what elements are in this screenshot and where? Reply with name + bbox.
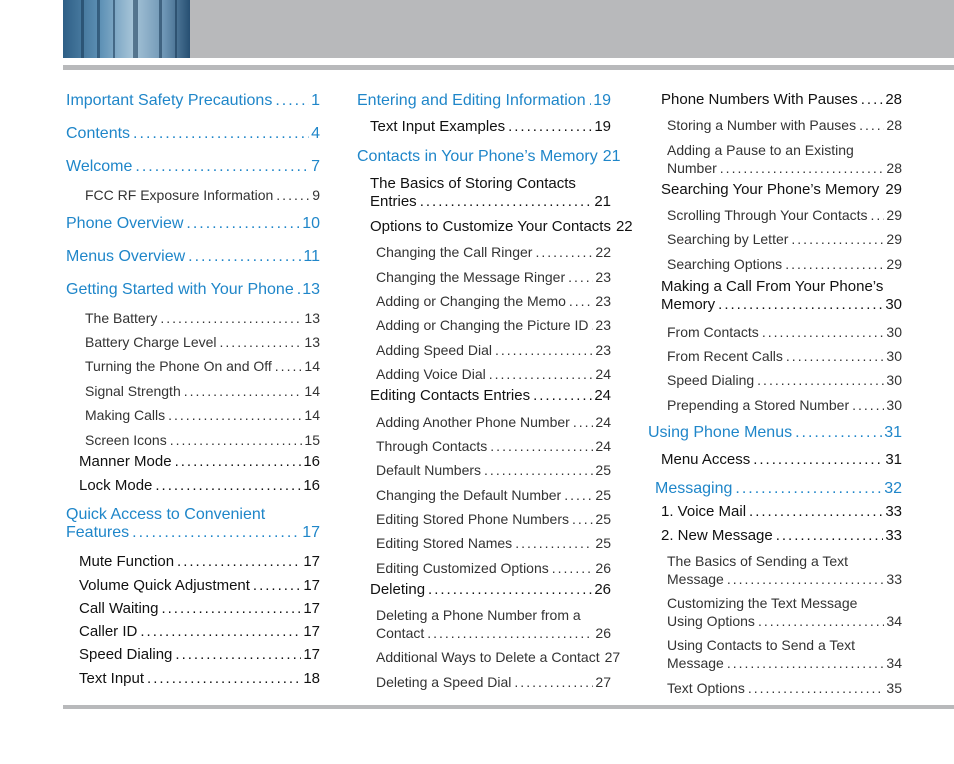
toc-entry-title: Contacts in Your Phone’s Memory <box>357 148 598 165</box>
toc-entry[interactable] <box>370 387 611 405</box>
dot-leader <box>786 347 885 365</box>
toc-entry-title: Additional Ways to Delete a Contact <box>376 649 600 665</box>
toc-entry[interactable] <box>376 559 611 577</box>
dot-leader <box>882 181 883 199</box>
dot-leader <box>591 316 593 334</box>
toc-page-number: 28 <box>886 117 902 133</box>
toc-entry[interactable] <box>667 255 902 273</box>
toc-entry[interactable] <box>79 670 320 688</box>
toc-entry-title: Making Calls <box>85 407 166 423</box>
dot-leader <box>490 437 593 455</box>
toc-page-number: 27 <box>604 649 621 665</box>
toc-entry[interactable] <box>66 92 320 110</box>
toc-page-number: 17 <box>303 577 320 594</box>
dot-leader <box>727 654 885 672</box>
toc-page-number: 30 <box>886 324 902 340</box>
toc-entry-title: Searching Your Phone’s Memory <box>661 181 880 198</box>
dot-leader <box>495 341 593 359</box>
toc-entry[interactable] <box>376 365 611 383</box>
toc-entry-title: 1. Voice Mail <box>661 503 747 520</box>
dot-leader <box>718 296 883 314</box>
dot-leader <box>186 215 300 233</box>
toc-page-number: 18 <box>303 670 320 687</box>
toc-page-number: 21 <box>594 193 611 210</box>
toc-entry-title: Caller ID <box>79 623 138 640</box>
dot-leader <box>132 524 300 542</box>
toc-page-number: 1 <box>311 92 320 109</box>
toc-page-number: 33 <box>886 571 902 587</box>
toc-entry-title: Turning the Phone On and Off <box>85 358 272 374</box>
toc-entry-title: Phone Overview <box>66 215 184 232</box>
toc-entry-title: Volume Quick Adjustment <box>79 577 250 594</box>
dot-leader <box>533 387 592 405</box>
toc-page-number: 24 <box>595 366 611 382</box>
toc-entry-title-cont: Message <box>667 571 724 587</box>
toc-page-number: 23 <box>595 342 611 358</box>
toc-entry-title: Adding Voice Dial <box>376 366 486 382</box>
toc-page-number: 31 <box>884 424 902 441</box>
toc-entry-title: Default Numbers <box>376 462 482 478</box>
toc-page-number: 26 <box>595 625 611 641</box>
toc-entry-title: Deleting a Speed Dial <box>376 674 512 690</box>
toc-entry-title: Contents <box>66 125 131 142</box>
dot-leader <box>535 243 593 261</box>
toc-entry-title: Adding Speed Dial <box>376 342 492 358</box>
dot-leader <box>427 624 593 642</box>
toc-entry[interactable] <box>79 553 320 571</box>
toc-page-number: 24 <box>594 387 611 404</box>
header-photo <box>63 0 190 58</box>
toc-entry[interactable] <box>661 181 902 199</box>
dot-leader <box>785 255 884 273</box>
toc-page-number: 17 <box>303 646 320 663</box>
toc-entry-title: Changing the Default Number <box>376 487 562 503</box>
toc-entry[interactable] <box>376 461 611 479</box>
toc-entry[interactable] <box>79 646 320 664</box>
toc-entry[interactable] <box>376 534 611 552</box>
toc-page-number: 7 <box>311 158 320 175</box>
toc-page-number: 14 <box>304 358 320 374</box>
toc-page-number: 27 <box>595 674 611 690</box>
dot-leader <box>757 371 884 389</box>
dot-leader <box>735 480 882 498</box>
toc-page-number: 11 <box>303 248 320 265</box>
toc-entry[interactable] <box>376 510 611 528</box>
toc-page-number: 23 <box>595 317 611 333</box>
toc-entry[interactable] <box>370 581 611 599</box>
dot-leader <box>140 623 301 641</box>
toc-entry[interactable] <box>79 477 320 495</box>
toc-entry-title: Storing a Number with Pauses <box>667 117 857 133</box>
toc-entry[interactable] <box>85 406 320 424</box>
toc-entry-title: Editing Stored Phone Numbers <box>376 511 569 527</box>
toc-entry-title-cont: Message <box>667 655 724 671</box>
toc-entry-title: Prepending a Stored Number <box>667 397 850 413</box>
toc-entry[interactable] <box>661 503 902 521</box>
header-bar <box>63 0 954 58</box>
toc-entry-title: Manner Mode <box>79 453 172 470</box>
toc-entry-title: Battery Charge Level <box>85 334 217 350</box>
toc-page-number: 17 <box>303 623 320 640</box>
toc-entry-title-cont: Entries <box>370 193 417 210</box>
toc-entry-title: Speed Dialing <box>79 646 173 663</box>
dot-leader <box>275 357 303 375</box>
toc-entry[interactable] <box>661 278 902 314</box>
bottom-rule <box>63 705 954 709</box>
toc-entry[interactable] <box>66 281 320 299</box>
toc-entry[interactable] <box>370 118 611 136</box>
dot-leader <box>753 451 883 469</box>
dot-leader <box>749 503 883 521</box>
toc-page-number: 25 <box>595 535 611 551</box>
toc-page-number: 16 <box>303 477 320 494</box>
toc-entry-title-cont: Features <box>66 524 130 541</box>
toc-entry[interactable] <box>79 577 320 595</box>
toc-page-number: 30 <box>885 296 902 313</box>
toc-entry-title: Customizing the Text Message <box>667 595 858 611</box>
toc-entry-title: Making a Call From Your Phone’s <box>661 278 884 295</box>
toc-entry[interactable] <box>66 506 320 542</box>
top-rule <box>63 65 954 70</box>
toc-page-number: 14 <box>304 383 320 399</box>
toc-entry-title: Options to Customize Your Contacts <box>370 218 611 235</box>
toc-page-number: 25 <box>595 511 611 527</box>
toc-entry-title: Text Input <box>79 670 145 687</box>
toc-page-number: 17 <box>303 553 320 570</box>
toc-entry[interactable] <box>667 347 902 365</box>
toc-entry[interactable] <box>376 243 611 261</box>
toc-entry[interactable] <box>370 218 633 236</box>
dot-leader <box>861 91 884 109</box>
dot-leader <box>133 125 309 143</box>
toc-entry-title-cont: Memory <box>661 296 716 313</box>
toc-page-number: 35 <box>886 680 902 696</box>
toc-entry-title: Searching Options <box>667 256 783 272</box>
toc-page-number: 15 <box>304 432 320 448</box>
toc-entry-title: Quick Access to Convenient <box>66 506 266 523</box>
dot-leader <box>155 477 301 495</box>
dot-leader <box>428 581 592 599</box>
toc-entry[interactable] <box>661 451 902 469</box>
toc-page-number: 28 <box>886 160 902 176</box>
toc-entry-title: Menu Access <box>661 451 751 468</box>
toc-entry-title: Editing Stored Names <box>376 535 513 551</box>
toc-page-number: 13 <box>304 334 320 350</box>
dot-leader <box>161 600 301 618</box>
toc-page-number: 21 <box>602 148 621 165</box>
toc-page-number: 10 <box>302 215 320 232</box>
dot-leader <box>177 553 301 571</box>
toc-entry-title: Changing the Message Ringer <box>376 269 566 285</box>
toc-page-number: 25 <box>595 487 611 503</box>
toc-entry-title: Mute Function <box>79 553 175 570</box>
toc-page-number: 32 <box>884 480 902 497</box>
toc-entry-title: Scrolling Through Your Contacts <box>667 207 868 223</box>
toc-entry-title: Searching by Letter <box>667 231 789 247</box>
dot-leader <box>253 577 301 595</box>
toc-entry-title: Adding Another Phone Number <box>376 414 570 430</box>
toc-entry[interactable] <box>79 600 320 618</box>
toc-page-number: 9 <box>312 187 320 203</box>
dot-leader <box>776 527 884 545</box>
toc-page-number: 31 <box>885 451 902 468</box>
toc-page-number: 17 <box>303 600 320 617</box>
toc-page-number: 19 <box>594 118 611 135</box>
toc-entry[interactable] <box>85 333 320 351</box>
dot-leader <box>720 159 885 177</box>
dot-leader <box>275 92 309 110</box>
toc-entry-title: Call Waiting <box>79 600 159 617</box>
toc-entry-title: Through Contacts <box>376 438 488 454</box>
toc-entry-title: Entering and Editing Information <box>357 92 586 109</box>
dot-leader <box>484 461 593 479</box>
toc-entry-title: Lock Mode <box>79 477 153 494</box>
toc-entry[interactable] <box>85 431 320 449</box>
toc-entry-title: Editing Contacts Entries <box>370 387 531 404</box>
dot-leader <box>147 670 301 688</box>
toc-page-number: 16 <box>303 453 320 470</box>
toc-entry[interactable] <box>648 424 902 442</box>
dot-leader <box>762 323 885 341</box>
dot-leader <box>795 424 882 442</box>
toc-entry[interactable] <box>85 309 320 327</box>
toc-page-number: 22 <box>615 218 633 235</box>
toc-entry-title: The Basics of Storing Contacts <box>370 175 576 192</box>
toc-page-number: 26 <box>595 560 611 576</box>
dot-leader <box>852 396 884 414</box>
toc-entry-title: Speed Dialing <box>667 372 755 388</box>
dot-leader <box>508 118 592 136</box>
toc-entry-title: Deleting a Phone Number from a <box>376 607 581 623</box>
toc-page-number: 29 <box>886 256 902 272</box>
dot-leader <box>569 292 594 310</box>
toc-entry[interactable] <box>661 91 902 109</box>
dot-leader <box>297 281 300 299</box>
dot-leader <box>564 486 593 504</box>
toc-entry[interactable] <box>376 413 611 431</box>
toc-page-number: 29 <box>885 181 902 198</box>
toc-entry[interactable] <box>655 480 902 498</box>
toc-entry[interactable] <box>66 158 320 176</box>
toc-page-number: 4 <box>311 125 320 142</box>
toc-entry[interactable] <box>376 341 611 359</box>
dot-leader <box>135 158 309 176</box>
toc-entry-title: Menus Overview <box>66 248 186 265</box>
dot-leader <box>552 559 594 577</box>
toc-entry[interactable] <box>376 437 611 455</box>
toc-entry-title: Phone Numbers With Pauses <box>661 91 858 108</box>
dot-leader <box>168 406 302 424</box>
dot-leader <box>572 510 593 528</box>
toc-entry[interactable] <box>661 527 902 545</box>
toc-page-number: 22 <box>595 244 611 260</box>
toc-page-number: 26 <box>594 581 611 598</box>
toc-entry[interactable] <box>667 594 902 630</box>
toc-entry[interactable] <box>370 175 611 211</box>
toc-page-number: 34 <box>886 655 902 671</box>
toc-page-number: 33 <box>885 503 902 520</box>
toc-page-number: 23 <box>595 293 611 309</box>
dot-leader <box>489 365 594 383</box>
toc-entry-title: Welcome <box>66 158 133 175</box>
dot-leader <box>515 534 593 552</box>
toc-page-number: 13 <box>304 310 320 326</box>
dot-leader <box>791 230 884 248</box>
dot-leader <box>175 646 301 664</box>
toc-entry[interactable] <box>357 148 621 166</box>
toc-entry-title: Adding or Changing the Memo <box>376 293 566 309</box>
dot-leader <box>220 333 303 351</box>
toc-entry[interactable] <box>66 248 320 266</box>
toc-entry[interactable] <box>66 215 320 233</box>
toc-entry[interactable] <box>376 648 621 666</box>
toc-entry-title-cont: Number <box>667 160 717 176</box>
toc-entry[interactable] <box>667 116 902 134</box>
toc-page-number: 34 <box>886 613 902 629</box>
toc-entry-title: Adding or Changing the Picture ID <box>376 317 589 333</box>
toc-entry-title: Changing the Call Ringer <box>376 244 533 260</box>
toc-page-number: 30 <box>886 372 902 388</box>
toc-entry[interactable] <box>357 92 611 110</box>
toc-entry[interactable] <box>667 230 902 248</box>
toc-entry-title: Text Input Examples <box>370 118 506 135</box>
dot-leader <box>573 413 594 431</box>
toc-page-number: 13 <box>302 281 320 298</box>
toc-page-number: 30 <box>886 397 902 413</box>
toc-entry[interactable] <box>667 396 902 414</box>
toc-entry-title-cont: Using Options <box>667 613 755 629</box>
toc-entry[interactable] <box>79 453 320 471</box>
toc-entry-title: From Contacts <box>667 324 759 340</box>
dot-leader <box>727 570 885 588</box>
toc-entry[interactable] <box>85 382 320 400</box>
toc-entry[interactable] <box>667 679 902 697</box>
toc-entry-title: From Recent Calls <box>667 348 783 364</box>
toc-entry[interactable] <box>376 268 611 286</box>
toc-page-number: 33 <box>885 527 902 544</box>
toc-entry-title: The Battery <box>85 310 158 326</box>
toc-entry[interactable] <box>376 606 611 642</box>
dot-leader <box>748 679 885 697</box>
toc-entry[interactable] <box>667 141 902 177</box>
toc-entry-title: FCC RF Exposure Information <box>85 187 274 203</box>
toc-entry[interactable] <box>79 623 320 641</box>
toc-entry-title: Editing Customized Options <box>376 560 549 576</box>
dot-leader <box>175 453 302 471</box>
toc-page-number: 29 <box>886 207 902 223</box>
toc-entry[interactable] <box>85 186 320 204</box>
toc-entry[interactable] <box>667 323 902 341</box>
toc-entry-title: Adding a Pause to an Existing <box>667 142 854 158</box>
toc-page-number: 23 <box>595 269 611 285</box>
dot-leader <box>170 431 303 449</box>
toc-page-number: 25 <box>595 462 611 478</box>
dot-leader <box>871 206 885 224</box>
dot-leader <box>420 193 593 211</box>
toc-entry-title: Signal Strength <box>85 383 181 399</box>
toc-entry[interactable] <box>667 371 902 389</box>
toc-page-number: 29 <box>886 231 902 247</box>
dot-leader <box>276 186 310 204</box>
toc-entry-title: The Basics of Sending a Text <box>667 553 849 569</box>
toc-page-number: 24 <box>595 438 611 454</box>
dot-leader <box>514 673 593 691</box>
toc-entry[interactable] <box>376 486 611 504</box>
toc-entry-title: Messaging <box>655 480 733 497</box>
toc-entry[interactable] <box>667 206 902 224</box>
dot-leader <box>160 309 302 327</box>
toc-entry[interactable] <box>376 292 611 310</box>
toc-entry[interactable] <box>376 673 611 691</box>
toc-entry-title: Getting Started with Your Phone <box>66 281 294 298</box>
toc-entry-title: Using Contacts to Send a Text <box>667 637 856 653</box>
toc-entry-title: Important Safety Precautions <box>66 92 273 109</box>
toc-page-number: 14 <box>304 407 320 423</box>
toc-entry-title: Using Phone Menus <box>648 424 793 441</box>
toc-entry[interactable] <box>85 357 320 375</box>
toc-entry[interactable] <box>667 636 902 672</box>
toc-entry-title: Screen Icons <box>85 432 167 448</box>
dot-leader <box>188 248 301 266</box>
toc-entry[interactable] <box>66 125 320 143</box>
dot-leader <box>184 382 303 400</box>
toc-entry-title: 2. New Message <box>661 527 773 544</box>
toc-entry[interactable] <box>376 316 611 334</box>
toc-entry-title-cont: Contact <box>376 625 425 641</box>
dot-leader <box>758 612 884 630</box>
toc-page-number: 17 <box>302 524 320 541</box>
toc-page-number: 28 <box>885 91 902 108</box>
toc-page-number: 30 <box>886 348 902 364</box>
dot-leader <box>859 116 884 134</box>
toc-page-number: 24 <box>595 414 611 430</box>
toc-entry[interactable] <box>667 552 902 588</box>
dot-leader <box>568 268 593 286</box>
toc-entry-title: Deleting <box>370 581 426 598</box>
toc-page-number: 19 <box>593 92 611 109</box>
toc-entry-title: Text Options <box>667 680 745 696</box>
dot-leader <box>589 92 592 110</box>
